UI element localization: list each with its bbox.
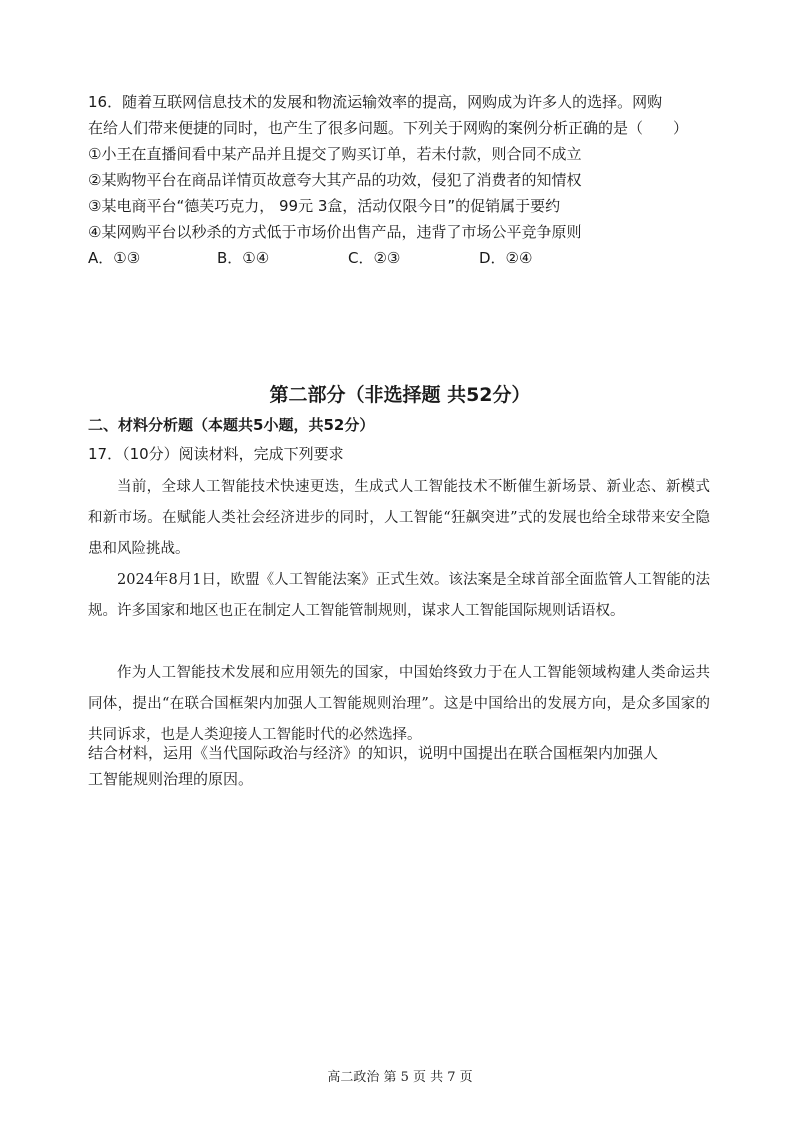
q16-statement-1: ①小王在直播间看中某产品并且提交了购买订单，若未付款，则合同不成立 xyxy=(88,145,582,163)
q16-option-d: D．②④ xyxy=(479,249,533,267)
q16-statement-4: ④某网购平台以秒杀的方式低于市场价出售产品，违背了市场公平竞争原则 xyxy=(88,223,582,241)
q17-header: 17．（10分）阅读材料，完成下列要求 xyxy=(88,445,344,463)
q17-material-paragraph-2: 2024年8月1日，欧盟《人工智能法案》正式生效。该法案是全球首部全面监管人工智能的法规。许多国家和地区也正在制定人工智能管制规则，谋求人工智能国际规则话语权。 xyxy=(88,572,710,619)
section-heading: 二、材料分析题（本题共5小题，共52分） xyxy=(88,416,375,434)
q17-task-line-1: 结合材料，运用《当代国际政治与经济》的知识，说明中国提出在联合国框架内加强人 xyxy=(88,744,659,762)
q16-stem-line-1: 16．随着互联网信息技术的发展和物流运输效率的提高，网购成为许多人的选择。网购 xyxy=(88,93,663,111)
q17-task-line-2: 工智能规则治理的原因。 xyxy=(88,770,254,788)
page-footer: 高二政治 第 5 页 共 7 页 xyxy=(327,1070,473,1085)
q16-stem-line-2: 在给人们带来便捷的同时，也产生了很多问题。下列关于网购的案例分析正确的是（ ） xyxy=(88,119,689,137)
part-two-title: 第二部分（非选择题 共52分） xyxy=(269,384,531,406)
q16-option-a: A．①③ xyxy=(88,249,141,267)
q17-material-paragraph-1: 当前，全球人工智能技术快速更迭，生成式人工智能技术不断催生新场景、新业态、新模式和新市场。在赋能人类社会经济进步的同时，人工智能“狂飙突进”式的发展也给全球带来安全隐患和风险挑战。 xyxy=(88,479,710,557)
q16-option-b: B．①④ xyxy=(217,249,270,267)
q16-statement-3: ③某电商平台“德芙巧克力， 99元 3盒，活动仅限今日”的促销属于要约 xyxy=(88,197,561,215)
q16-statement-2: ②某购物平台在商品详情页故意夸大其产品的功效，侵犯了消费者的知情权 xyxy=(88,171,582,189)
q16-option-c: C．②③ xyxy=(348,249,401,267)
q17-material-paragraph-3: 作为人工智能技术发展和应用领先的国家，中国始终致力于在人工智能领域构建人类命运共同体，提出“在联合国框架内加强人工智能规则治理”。这是中国给出的发展方向，是众多国家的共同诉求，也是人类迎接人工智能时代的必然选择。 xyxy=(88,665,710,743)
